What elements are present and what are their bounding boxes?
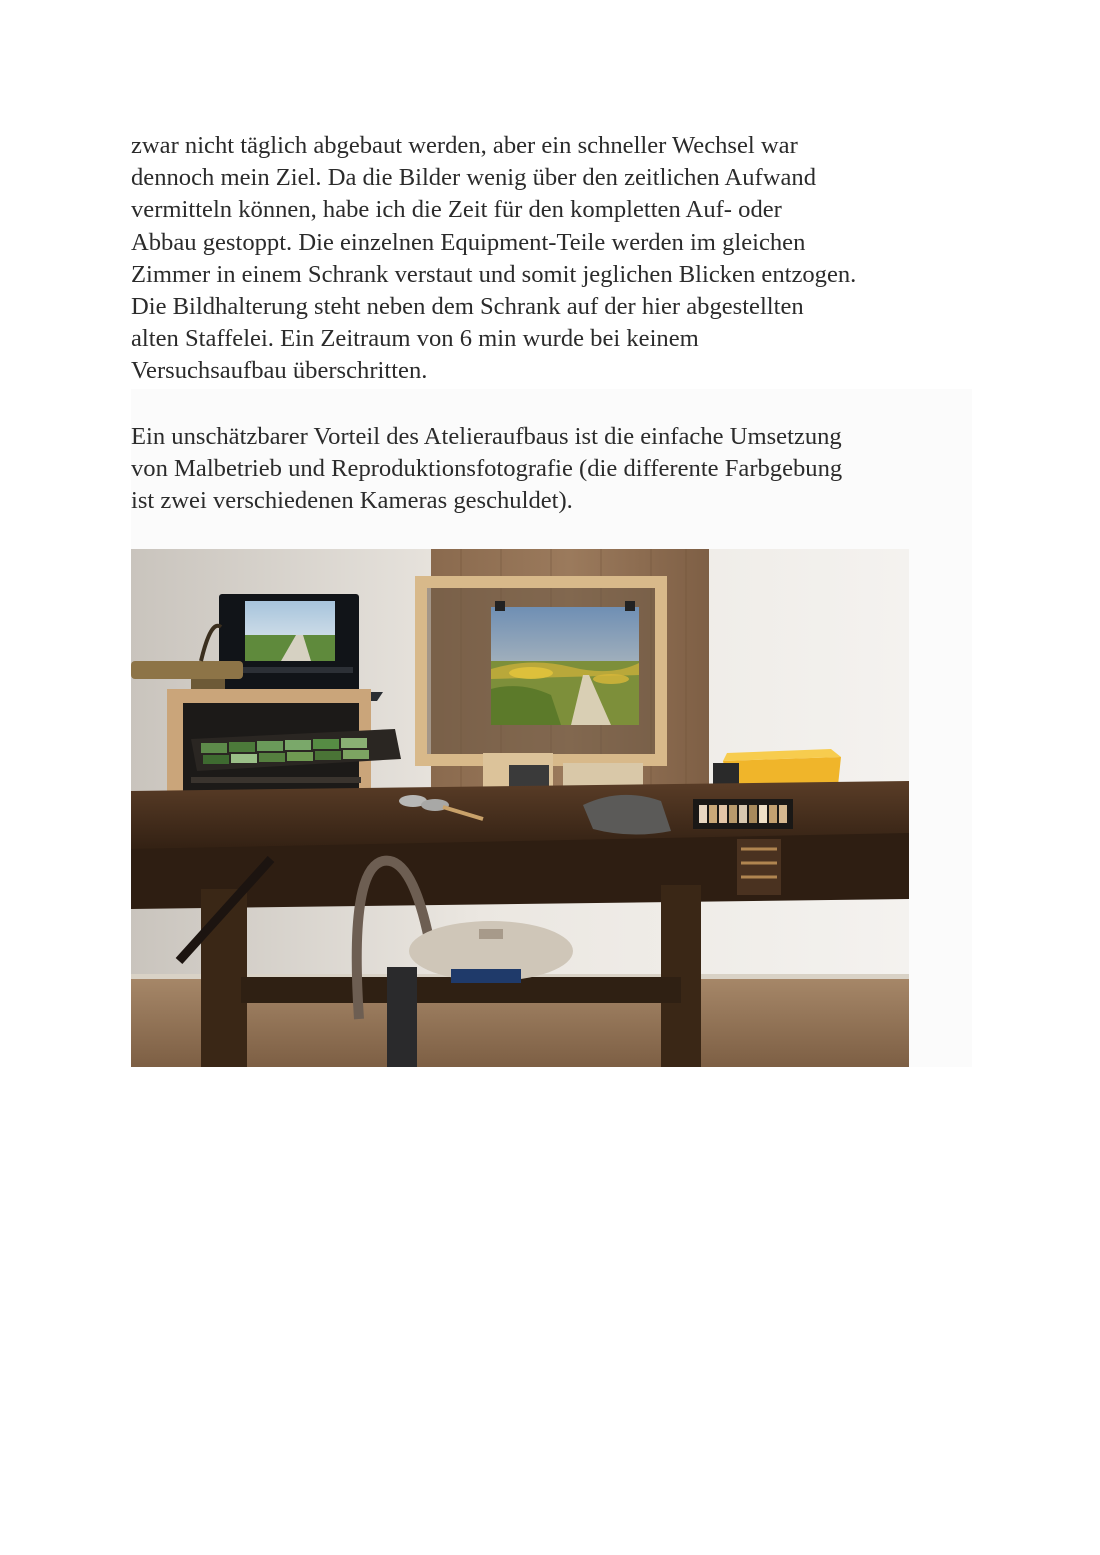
studio-setup-illustration (131, 549, 909, 1067)
pastel-sticks (699, 805, 787, 823)
paragraph-line: Zimmer in einem Schrank verstaut und somit jeglichen Blicken entzogen. (131, 260, 857, 288)
paragraph-studio-advantage (131, 421, 981, 518)
paragraph-line: Abbau gestoppt. Die einzelnen Equipment-Teile werden im gleichen (131, 228, 806, 256)
paragraph-line: ist zwei verschiedenen Kameras geschuldet). (131, 487, 573, 515)
paragraph-line: alten Staffelei. Ein Zeitraum von 6 min wurde bei keinem (131, 325, 699, 353)
cart-frame (387, 967, 417, 1067)
painting-clip (495, 601, 505, 611)
cart-strap (451, 969, 521, 983)
paragraph-line: Ein unschätzbarer Vorteil des Atelieraufbaus ist die einfache Umsetzung (131, 423, 842, 450)
paragraph-setup-description (131, 130, 981, 388)
paragraph-line: dennoch mein Ziel. Da die Bilder wenig über den zeitlichen Aufwand (131, 164, 816, 192)
landscape-painting (491, 607, 639, 725)
paragraph-line: von Malbetrieb und Reproduktionsfotografie (die differente Farbgebung (131, 455, 843, 483)
cushion-label (479, 929, 503, 939)
studio-setup-photo (131, 549, 909, 1067)
bench-vise (737, 839, 781, 895)
bench-leg (661, 885, 701, 1067)
rag-cloth (583, 795, 671, 835)
laptop (211, 594, 383, 701)
paragraph-line: Die Bildhalterung steht neben dem Schrank auf der hier abgestellten (131, 293, 804, 321)
painting-clip (625, 601, 635, 611)
paragraph-line: zwar nicht täglich abgebaut werden, aber ein schneller Wechsel war (131, 132, 798, 159)
paragraph-line: Versuchsaufbau überschritten. (131, 357, 428, 385)
paragraph-line: vermitteln können, habe ich die Zeit für den kompletten Auf- oder (131, 196, 782, 224)
